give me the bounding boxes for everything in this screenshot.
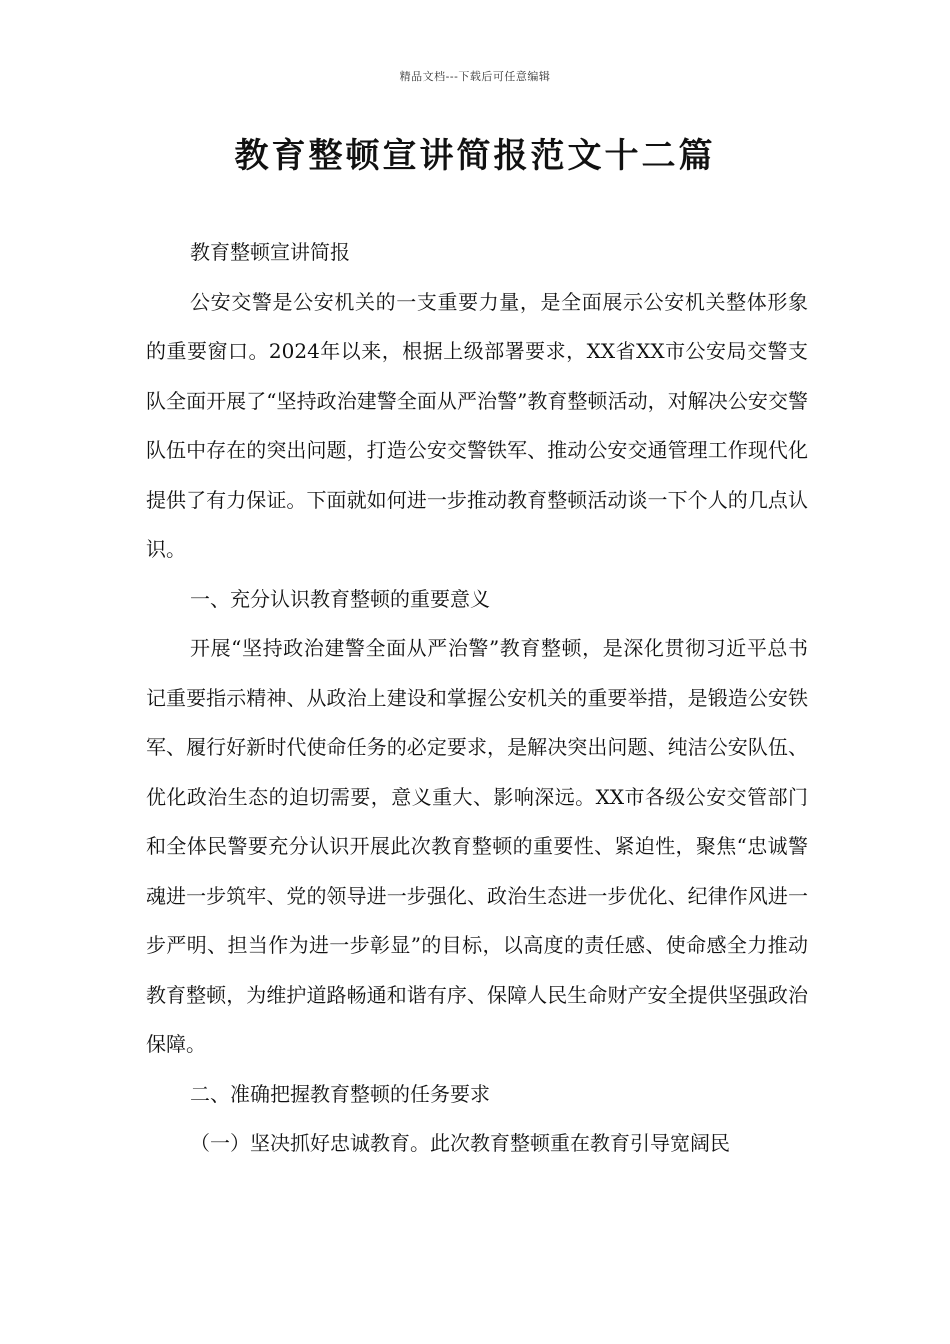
- section-1-paragraph: 开展“坚持政治建警全面从严治警”教育整顿，是深化贯彻习近平总书记重要指示精神、从政治上建设和掌握公安机关的重要举措，是锻造公安铁军、履行好新时代使命任务的必定要求，是解决突出问题、纯洁公安队伍、优化政治生态的迫切需要，意义重大、影响深远。XX市各级公安交管部门和全体民警要充分认识开展此次教育整顿的重要性、紧迫性，聚焦“忠诚警魂进一步筑牢、党的领导进一步强化、政治生态进一步优化、纪律作风进一步严明、担当作为进一步彰显”的目标，以高度的责任感、使命感全力推动教育整顿，为维护道路畅通和谐有序、保障人民生命财产安全提供坚强政治保障。: [146, 636, 808, 1056]
- document-body: [146, 228, 808, 1169]
- intro-paragraph: 公安交警是公安机关的一支重要力量，是全面展示公安机关整体形象的重要窗口。2024年以来，根据上级部署要求，XX省XX市公安局交警支队全面开展了“坚持政治建警全面从严治警”教育整顿活动，对解决公安交警队伍中存在的突出问题，打造公安交警铁军、推动公安交通管理工作现代化提供了有力保证。下面就如何进一步推动教育整顿活动谈一下个人的几点认识。: [146, 289, 808, 561]
- document-title: 教育整顿宣讲简报范文十二篇: [234, 136, 716, 176]
- section-heading-1: 一、充分认识教育整顿的重要意义: [190, 586, 490, 611]
- subtitle-paragraph: 教育整顿宣讲简报: [190, 240, 350, 264]
- section-heading-2: 二、准确把握教育整顿的任务要求: [190, 1081, 490, 1106]
- subsection-paragraph-1: （一）坚决抓好忠诚教育。此次教育整顿重在教育引导宽阔民: [190, 1131, 730, 1155]
- header-note: 精品文档---下载后可任意编辑: [399, 70, 551, 83]
